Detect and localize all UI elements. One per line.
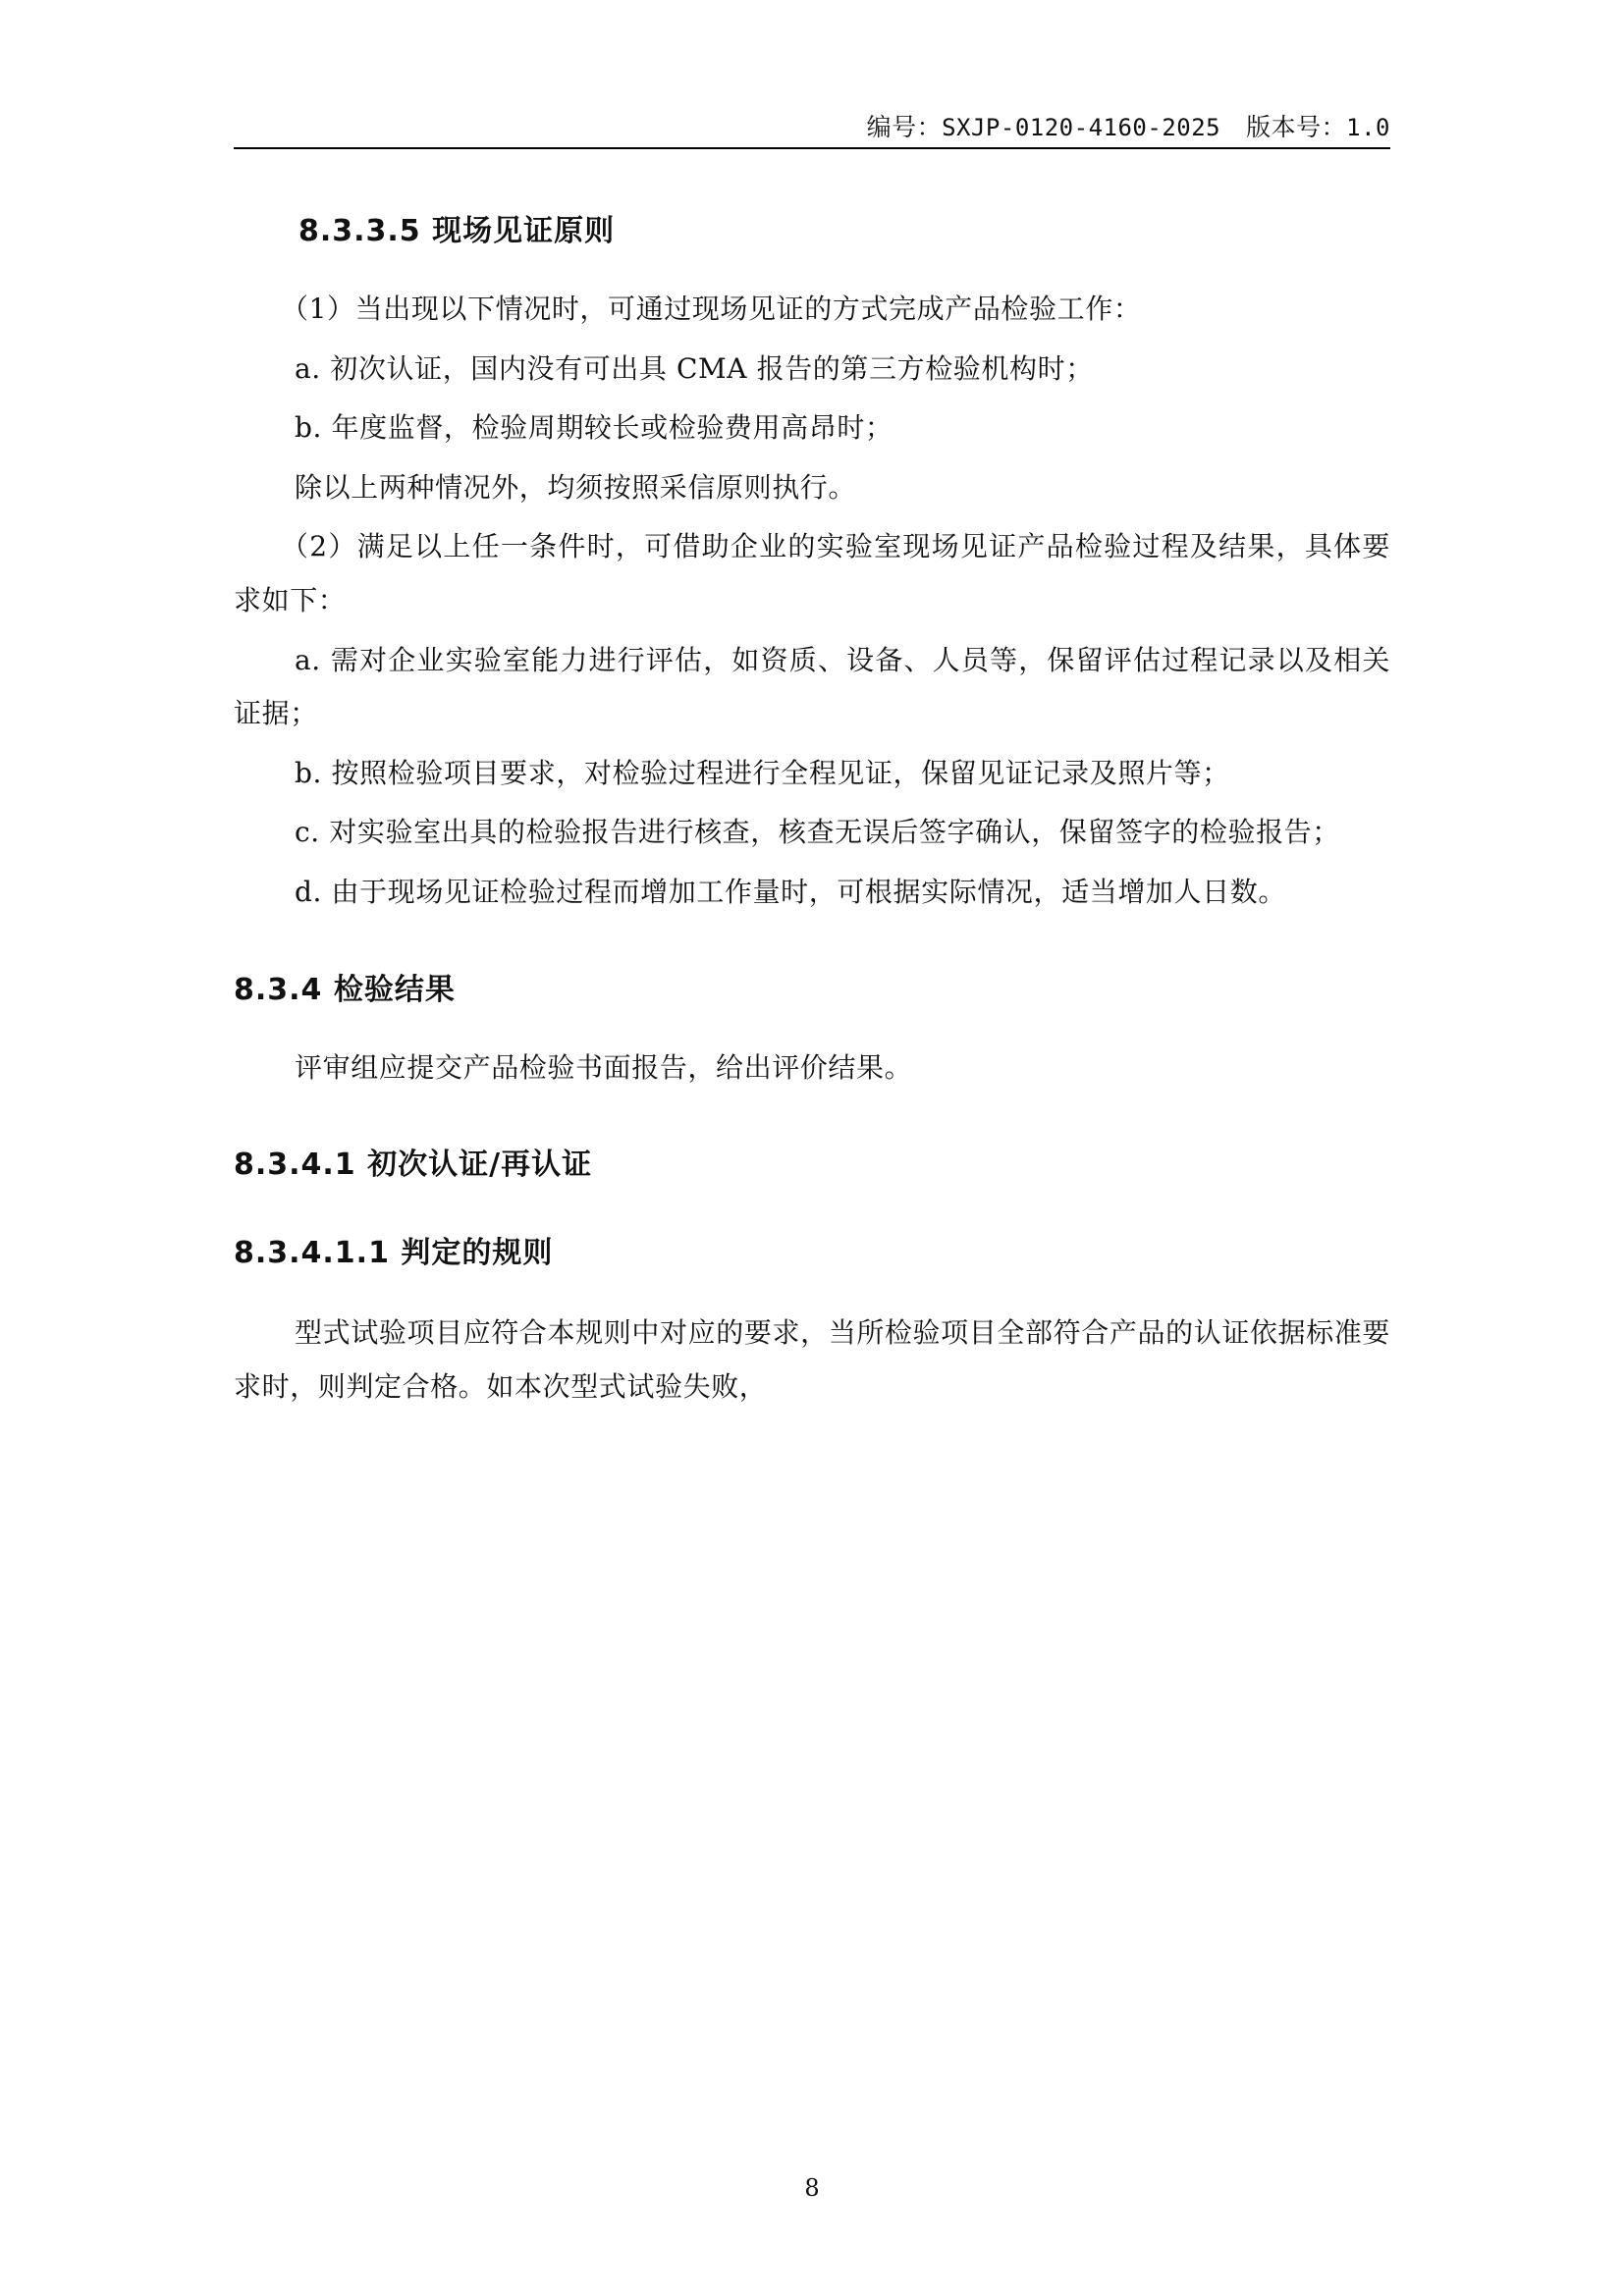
- paragraph-2: a. 初次认证，国内没有可出具 CMA 报告的第三方检验机构时；: [295, 351, 1094, 385]
- page-header: [234, 108, 1390, 143]
- heading-8-3-4-1: 8.3.4.1 初次认证/再认证: [234, 1148, 593, 1183]
- header-version-value: 1.0: [1346, 114, 1390, 141]
- heading-8-3-4-1-1: 8.3.4.1.1 判定的规则: [234, 1236, 554, 1271]
- page-number: 8: [804, 2174, 820, 2202]
- paragraph-1: （1）当出现以下情况时，可通过现场见证的方式完成产品检验工作：: [281, 293, 1142, 325]
- paragraph-6: a. 需对企业实验室能力进行评估，如资质、设备、人员等，保留评估过程记录以及相关证据；: [234, 643, 1390, 730]
- heading-8-3-4: 8.3.4 检验结果: [234, 972, 456, 1007]
- paragraph-11: 型式试验项目应符合本规则中对应的要求，当所检验项目全部符合产品的认证依据标准要求时，则判定合格。如本次型式试验失败，: [234, 1316, 1390, 1403]
- document-body: [234, 196, 1390, 1419]
- header-divider: [234, 147, 1390, 149]
- paragraph-9: d. 由于现场见证检验过程而增加工作量时，可根据实际情况，适当增加人日数。: [295, 875, 1286, 908]
- paragraph-3: b. 年度监督，检验周期较长或检验费用高昂时；: [295, 411, 893, 445]
- header-version-label: 版本号：: [1246, 113, 1347, 141]
- heading-8-3-3-5: 8.3.3.5 现场见证原则: [298, 214, 616, 248]
- header-doc-label: 编号：: [866, 113, 943, 141]
- paragraph-10: 评审组应提交产品检验书面报告，给出评价结果。: [295, 1050, 913, 1084]
- paragraph-7: b. 按照检验项目要求，对检验过程进行全程见证，保留见证记录及照片等；: [295, 756, 1230, 789]
- paragraph-8: c. 对实验室出具的检验报告进行核查，核查无误后签字确认，保留签字的检验报告；: [295, 816, 1340, 849]
- header-doc-number: SXJP-0120-4160-2025: [942, 114, 1221, 141]
- paragraph-5: （2）满足以上任一条件时，可借助企业的实验室现场见证产品检验过程及结果，具体要求如下：: [234, 530, 1390, 616]
- paragraph-4: 除以上两种情况外，均须按照采信原则执行。: [295, 470, 857, 504]
